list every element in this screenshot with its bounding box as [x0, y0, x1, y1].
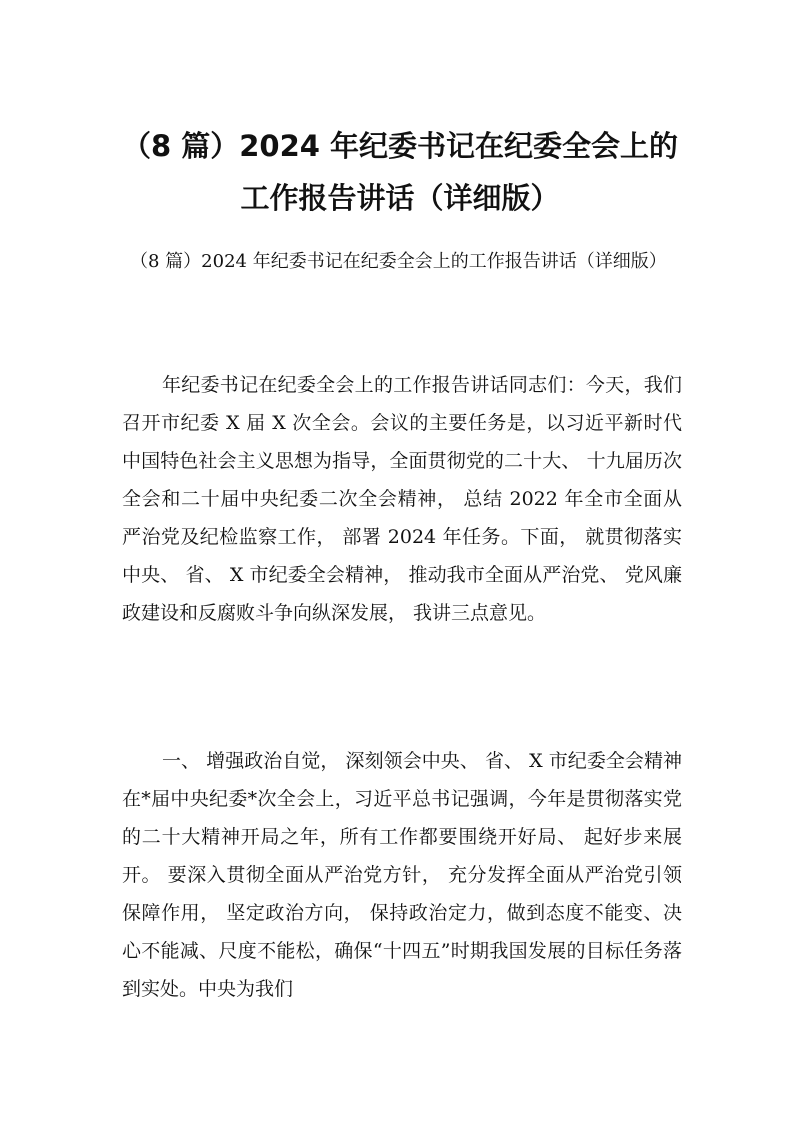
document-title: （8 篇）2024 年纪委书记在纪委全会上的工作报告讲话（详细版） — [121, 129, 679, 215]
document-subtitle: （8 篇）2024 年纪委书记在纪委全会上的工作报告讲话（详细版） — [130, 251, 667, 272]
body-paragraph: 年纪委书记在纪委全会上的工作报告讲话同志们：今天，我们召开市纪委 X 届 X 次全会。会议的主要任务是，以习近平新时代中国特色社会主义思想为指导，全面贯彻党的二十大、 十九届历次全会和二十届中央纪委二次全会精神， 总结 2022 年全市全面从严治党及纪检监察工作， 部署 2024 年任务。下面， 就贯彻落实中央、 省、 X 市纪委全会精神， 推动我市全面从严治党、 党风廉政建设和反腐败斗争向纵深发展， 我讲三点意见。 — [122, 374, 682, 624]
body-paragraph: 一、 增强政治自觉， 深刻领会中央、 省、 X 市纪委全会精神在*届中央纪委*次全会上，习近平总书记强调，今年是贯彻落实党的二十大精神开局之年，所有工作都要围绕开好局、 起好步来展开。 要深入贯彻全面从严治党方针， 充分发挥全面从严治党引领保障作用， 坚定政治方向， 保持政治定力，做到态度不能变、决心不能减、尺度不能松，确保“十四五”时期我国发展的目标任务落到实处。中央为我们 — [122, 750, 682, 1000]
